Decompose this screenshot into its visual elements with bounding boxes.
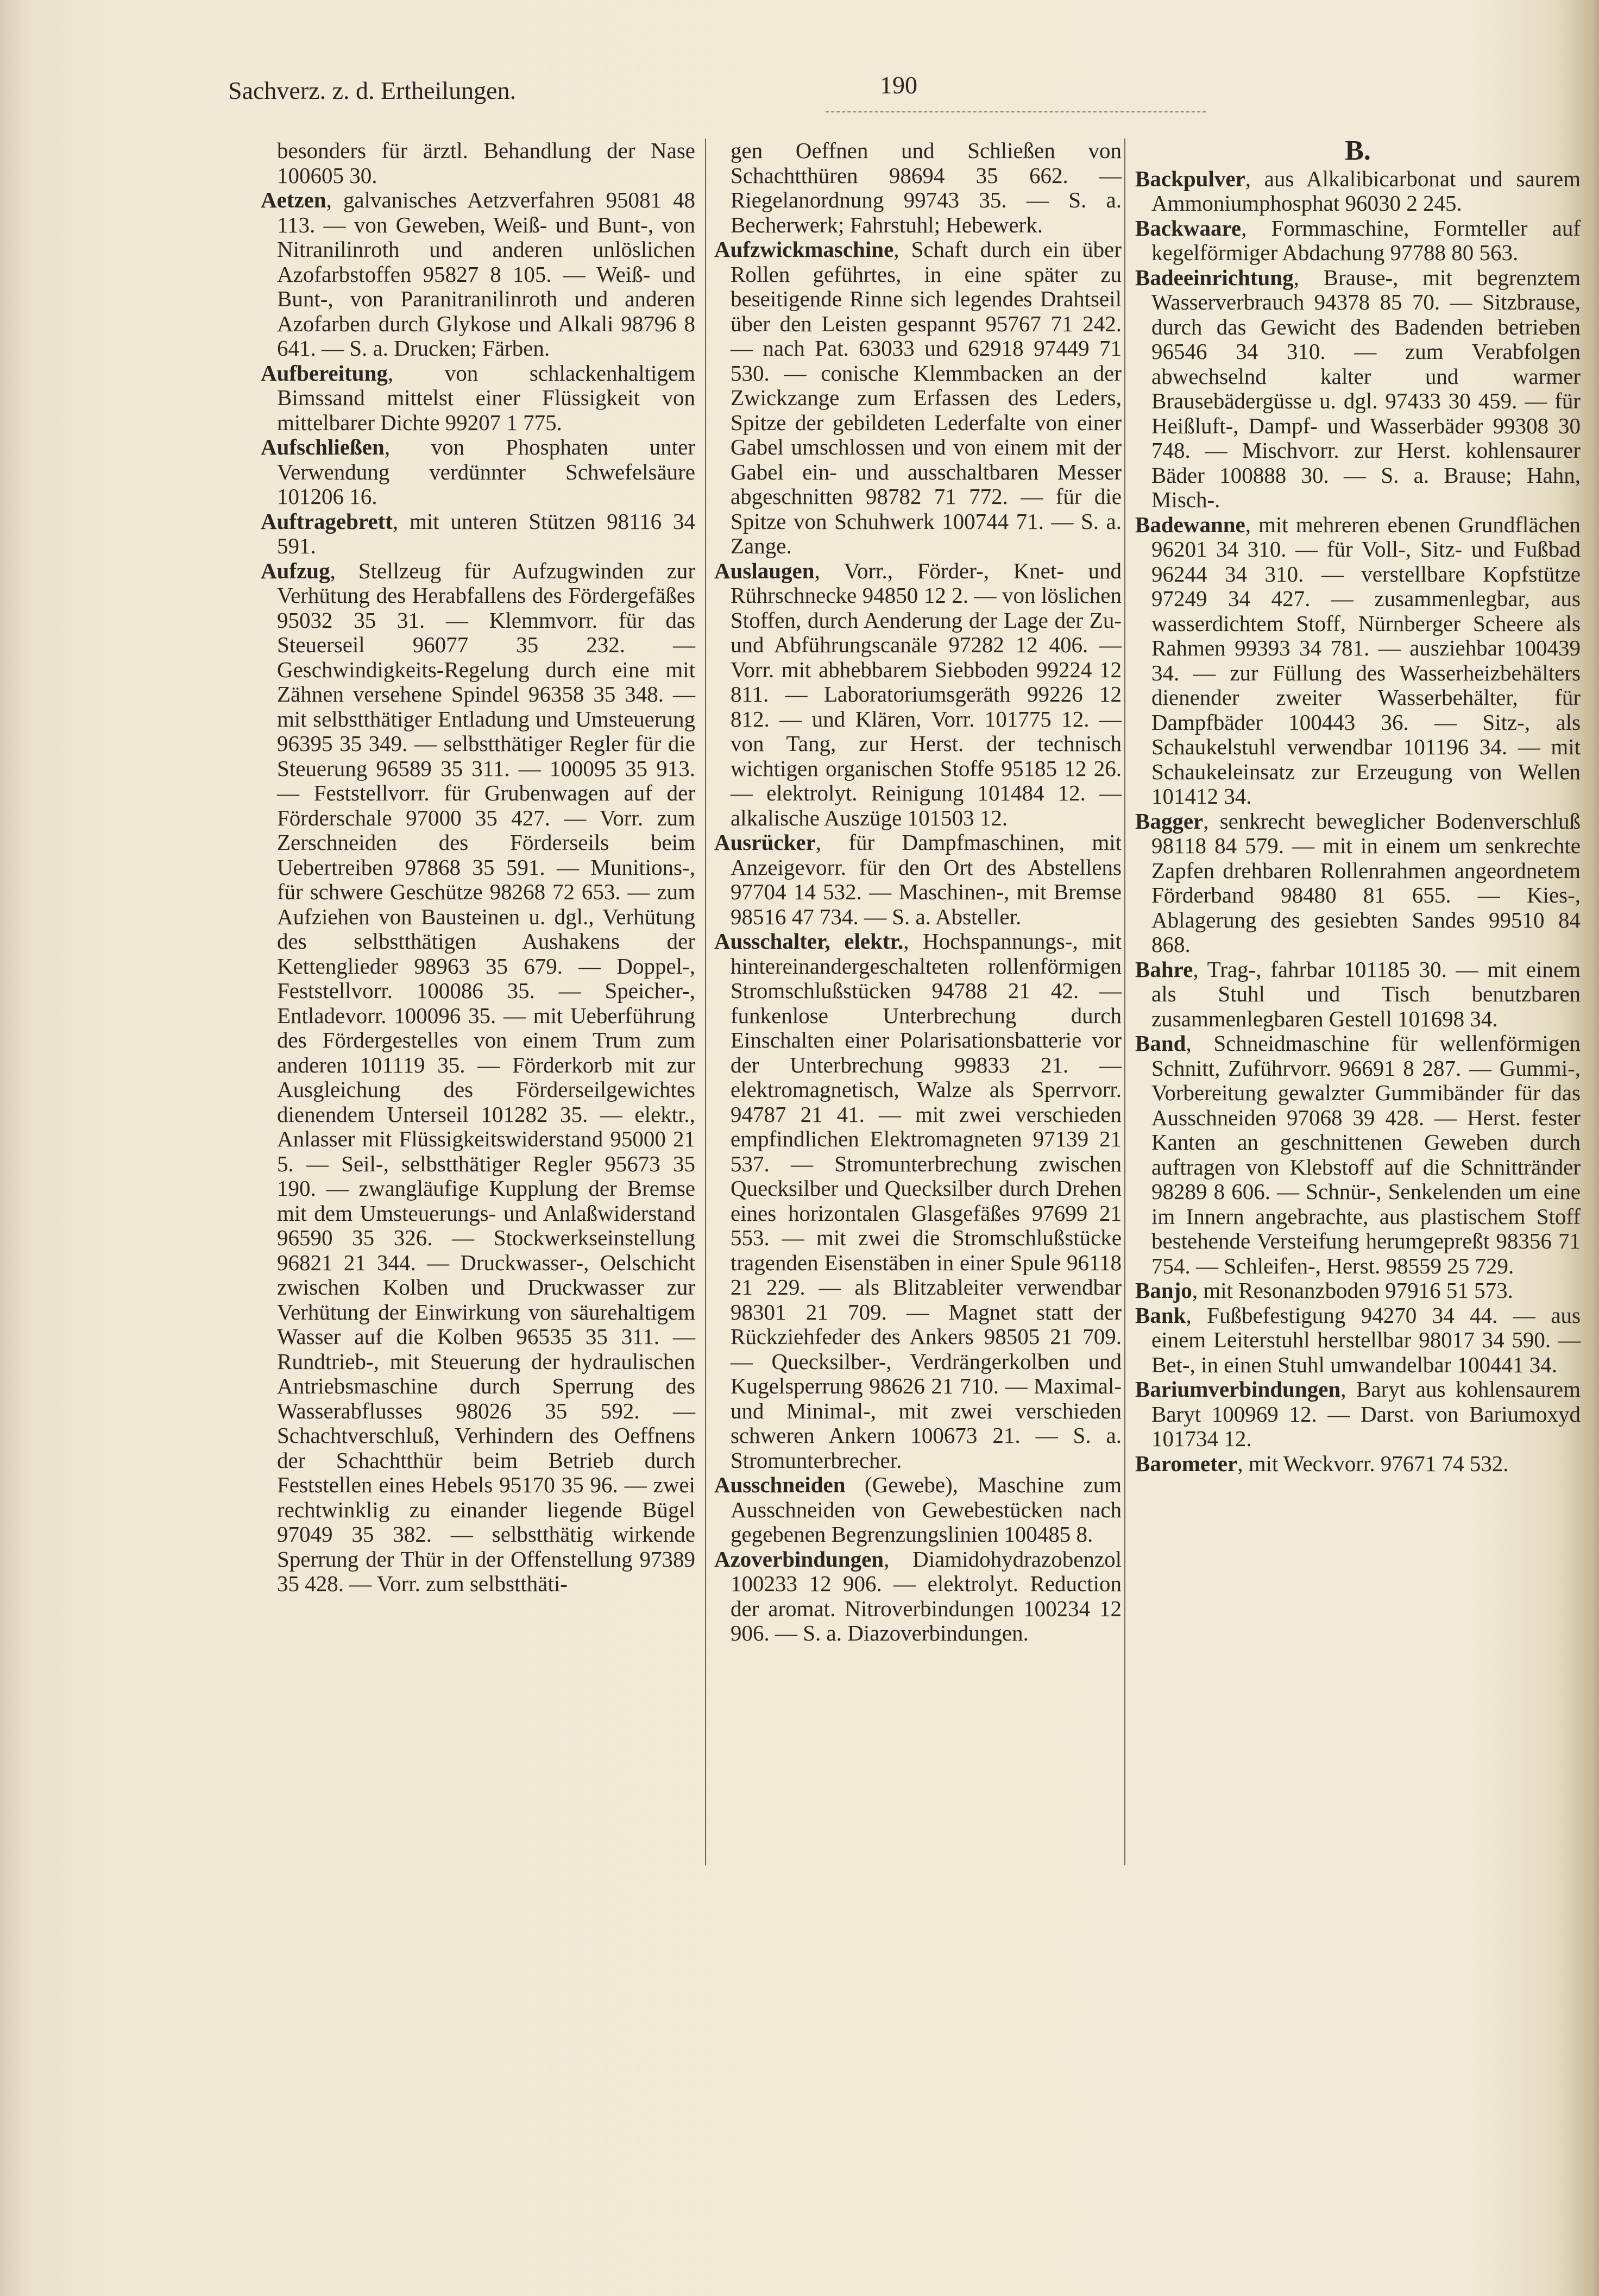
index-entry xyxy=(714,559,1122,831)
entry-headword: Band xyxy=(1135,1031,1186,1056)
entry-headword: Aufbereitung xyxy=(261,360,388,386)
column-divider xyxy=(1124,138,1125,1865)
index-entry xyxy=(1135,513,1581,809)
index-entry xyxy=(1135,1278,1581,1303)
entry-text: , mit unteren Stützen 98116 34 591. xyxy=(277,508,695,558)
index-entry xyxy=(1135,957,1581,1032)
index-entry xyxy=(714,1473,1122,1547)
index-entry xyxy=(261,188,695,361)
index-entry xyxy=(261,509,695,559)
entry-text: , von schlackenhaltigem Bimssand mittelst einer Flüssigkeit von mittelbarer Dichte 99207 1 775. xyxy=(277,360,695,435)
index-entry xyxy=(1135,1303,1581,1378)
index-entry xyxy=(714,138,1122,237)
entry-headword: Banjo xyxy=(1135,1278,1192,1303)
index-entry xyxy=(714,237,1122,559)
index-entry xyxy=(261,138,695,188)
index-entry xyxy=(261,361,695,436)
entry-headword: Bahre xyxy=(1135,956,1193,982)
entry-text: , aus Alkalibicarbonat und saurem Ammoniumphosphat 96030 2 245. xyxy=(1151,166,1581,216)
header-rule xyxy=(826,111,1206,112)
entry-text: , Baryt aus kohlensaurem Baryt 100969 12. — Darst. von Bariumoxyd 101734 12. xyxy=(1151,1377,1581,1451)
entry-headword: Backwaare xyxy=(1135,215,1242,241)
section-letter: B. xyxy=(1345,135,1371,166)
column-2 xyxy=(714,138,1122,1646)
index-entry xyxy=(261,559,695,1597)
entry-headword: Badewanne xyxy=(1135,512,1245,537)
entry-headword: Ausschneiden xyxy=(714,1472,846,1497)
index-entry xyxy=(1135,809,1581,957)
index-entry xyxy=(1135,266,1581,513)
entry-text: , Fußbefestigung 94270 34 44. — aus einem Leiterstuhl herstellbar 98017 34 590. — Bet-, in einen Stuhl umwandelbar 100441 34. xyxy=(1151,1302,1581,1377)
entry-text: , Formmaschine, Formteller auf kegelförmiger Abdachung 97788 80 563. xyxy=(1151,215,1581,265)
entry-headword: Auslaugen xyxy=(714,558,815,583)
entry-text: , Trag-, fahrbar 101185 30. — mit einem als Stuhl und Tisch benutzbaren zusammenlegbaren Gestell 101698 34. xyxy=(1151,956,1581,1031)
entry-headword: Ausschalter, elektr. xyxy=(714,929,904,954)
column-1 xyxy=(261,138,695,1597)
entry-text: , Vorr., Förder-, Knet- und Rührschnecke 94850 12 2. — von löslichen Stoffen, durch Aenderung der Lage der Zu- und Abführungscanäle 97282 12 406. — Vorr. mit abhebbarem Siebboden 99224 12 811. — Laboratoriumsgeräth 99226 12 812. — und Klären, Vorr. 101775 12. — von Tang, zur Herst. der technisch wichtigen organischen Stoffe 95185 12 26. — elektrolyt. Reinigung 101484 12. — alkalische Auszüge 101503 12. xyxy=(731,558,1122,830)
column-divider xyxy=(705,138,706,1865)
index-entry xyxy=(714,929,1122,1473)
entry-text: , Schaft durch ein über Rollen geführtes, in eine später zu beseitigende Rinne sich legendes Drahtseil über den Leisten gespannt 95767 71 242. — nach Pat. 63033 und 62918 97449 71 530. — conische Klemmbacken an der Zwickzange zum Erfassen des Leders, Spitze der gebildeten Lederfalte von einer Gabel umschlossen und von einem mit der Gabel ein- und ausschaltbaren Messer abgeschnitten 98782 71 772. — für die Spitze von Schuhwerk 100744 71. — S. a. Zange. xyxy=(731,237,1122,558)
index-entry xyxy=(1135,1031,1581,1278)
entry-text: , für Dampfmaschinen, mit Anzeigevorr. für den Ort des Abstellens 97704 14 532. — Maschinen-, mit Bremse 98516 47 734. — S. a. Absteller. xyxy=(731,830,1122,929)
entry-headword: Bank xyxy=(1135,1302,1186,1328)
entry-text: , Diamidohydrazobenzol 100233 12 906. — elektrolyt. Reduction der aromat. Nitroverbindungen 100234 12 906. — S. a. Diazoverbindungen. xyxy=(731,1546,1122,1645)
entry-text: , Schneidmaschine für wellenförmigen Schnitt, Zuführvorr. 96691 8 287. — Gummi-, Vorbereitung gewalzter Gummibänder für das Ausschneiden 97068 39 428. — Herst. fester Kanten an geschnittenen Geweben durch auftragen von Klebstoff auf die Schnittränder 98289 8 606. — Schnür-, Senkelenden um eine im Innern angebrachte, aus plastischem Stoff bestehende Versteifung herumgepreßt 98356 71 754. — Schleifen-, Herst. 98559 25 729. xyxy=(1151,1031,1581,1278)
entry-text: besonders für ärztl. Behandlung der Nase 100605 30. xyxy=(277,138,695,188)
index-entry xyxy=(714,830,1122,929)
entry-text: , mit Weckvorr. 97671 74 532. xyxy=(1237,1450,1509,1476)
entry-headword: Auftragebrett xyxy=(261,508,393,534)
entry-headword: Aufzug xyxy=(261,558,330,583)
entry-text: , Brause-, mit begrenztem Wasserverbrauch 94378 85 70. — Sitzbrause, durch das Gewicht des Badenden betrieben 96546 34 310. — zum Verabfolgen abwechselnd kalter und warmer Brausebädergüsse u. dgl. 97433 30 459. — für Heißluft-, Dampf- und Wasserbäder 99308 30 748. — Mischvorr. zur Herst. kohlensaurer Bäder 100888 30. — S. a. Brause; Hahn, Misch-. xyxy=(1151,264,1581,512)
entry-headword: Ausrücker xyxy=(714,830,816,855)
entry-text: , von Phosphaten unter Verwendung verdünnter Schwefelsäure 101206 16. xyxy=(277,434,695,509)
entry-headword: Azoverbindungen xyxy=(714,1546,884,1572)
index-entry xyxy=(261,435,695,509)
page-number: 190 xyxy=(880,71,917,99)
entry-headword: Aufzwickmaschine xyxy=(714,237,894,262)
index-entry xyxy=(714,1547,1122,1646)
index-entry xyxy=(1135,1377,1581,1452)
entry-text: , senkrecht beweglicher Bodenverschluß 98118 84 579. — mit in einem um senkrechte Zapfen drehbaren Rollenrahmen angeordnetem Förderband 98480 81 655. — Kies-, Ablagerung des gesiebten Sandes 99510 84 868. xyxy=(1151,808,1581,957)
entry-text: (Gewebe), Maschine zum Ausschneiden von Gewebestücken nach gegebenen Begrenzungslinien 100485 8. xyxy=(731,1472,1122,1547)
entry-text: , mit Resonanzboden 97916 51 573. xyxy=(1192,1278,1513,1303)
entry-headword: Bariumverbindungen xyxy=(1135,1377,1341,1402)
column-3 xyxy=(1135,135,1581,1476)
entry-headword: Bagger xyxy=(1135,808,1204,834)
entry-text: gen Oeffnen und Schließen von Schachtthüren 98694 35 662. — Riegelanordnung 99743 35. — S. a. Becherwerk; Fahrstuhl; Hebewerk. xyxy=(731,138,1122,237)
entry-text: , mit mehreren ebenen Grundflächen 96201 34 310. — für Voll-, Sitz- und Fußbad 96244 34 310. — verstellbare Kopfstütze 97249 34 427. — zusammenlegbar, aus wasserdichtem Stoff, Nürnberger Scheere als Rahmen 99393 34 781. — ausziehbar 100439 34. — zur Füllung des Wasserheizbehälters dienender zweiter Wasserbehälter, für Dampfbäder 100443 36. — Sitz-, als Schaukelstuhl verwendbar 101196 34. — mit Schaukeleinsatz zur Erzeugung von Wellen 101412 34. xyxy=(1151,512,1581,809)
entry-headword: Aetzen xyxy=(261,187,326,212)
entry-text: , Hochspannungs-, mit hintereinandergeschalteten rollenförmigen Stromschlußstücken 94788 21 42. — funkenlose Unterbrechung durch Einschalten einer Polarisationsbatterie vor der Unterbrechung 99833 21. — elektromagnetisch, Walze als Sperrvorr. 94787 21 41. — mit zwei verschieden empfindlichen Elektromagneten 97139 21 537. — Stromunterbrechung zwischen Quecksilber und Quecksilber durch Drehen eines horizontalen Glasgefäßes 97699 21 553. — mit zwei die Stromschlußstücke tragenden Eisenstäben in einer Spule 96118 21 229. — als Blitzableiter verwendbar 98301 21 709. — Magnet statt der Rückziehfeder des Ankers 98505 21 709. — Quecksilber-, Verdrängerkolben und Kugelsperrung 98626 21 710. — Maximal- und Minimal-, mit zwei verschieden schweren Ankern 100673 21. — S. a. Stromunterbrecher. xyxy=(731,929,1122,1473)
entry-headword: Backpulver xyxy=(1135,166,1245,191)
index-entry xyxy=(1135,167,1581,216)
entry-headword: Aufschließen xyxy=(261,434,385,459)
index-entry xyxy=(1135,1452,1581,1477)
entry-text: , galvanisches Aetzverfahren 95081 48 113. — von Geweben, Weiß- und Bunt-, von Nitranilinroth und anderen unlöslichen Azofarbstoffen 95827 8 105. — Weiß- und Bunt-, von Paranitranilinroth und anderen Azofarben durch Glykose und Alkali 98796 8 641. — S. a. Drucken; Färben. xyxy=(277,187,695,361)
entry-headword: Barometer xyxy=(1135,1450,1238,1476)
entry-headword: Badeeinrichtung xyxy=(1135,264,1294,290)
entry-text: , Stellzeug für Aufzugwinden zur Verhütung des Herabfallens des Fördergefäßes 95032 35 31. — Klemmvorr. für das Steuerseil 96077 35 232. — Geschwindigkeits-Regelung durch eine mit Zähnen versehene Spindel 96358 35 348. — mit selbstthätiger Entladung und Umsteuerung 96395 35 349. — selbstthätiger Regler für die Steuerung 96589 35 311. — 100095 35 913. — Feststellvorr. für Grubenwagen auf der Förderschale 97000 35 427. — Vorr. zum Zerschneiden des Förderseils beim Uebertreiben 97868 35 591. — Munitions-, für schwere Geschütze 98268 72 653. — zum Aufziehen von Bausteinen u. dgl., Verhütung des selbstthätigen Aushakens der Kettenglieder 98963 35 679. — Doppel-, Feststellvorr. 100086 35. — Speicher-, Entladevorr. 100096 35. — mit Ueberführung des Fördergestelles von einem Trum zum anderen 101119 35. — Förderkorb mit zur Ausgleichung des Förderseilgewichtes dienendem Unterseil 101282 35. — elektr., Anlasser mit Flüssigkeitswiderstand 95000 21 5. — Seil-, selbstthätiger Regler 95673 35 190. — zwangläufige Kupplung der Bremse mit dem Umsteuerungs- und Anlaßwiderstand 96590 35 326. — Stockwerkseinstellung 96821 21 344. — Druckwasser-, Oelschicht zwischen Kolben und Druckwasser zur Verhütung der Einwirkung von säurehaltigem Wasser auf die Kolben 96535 35 311. — Rundtrieb-, mit Steuerung der hydraulischen Antriebsmaschine durch Sperrung des Wasserabflusses 98026 35 592. — Schachtverschluß, Verhindern des Oeffnens der Schachtthür beim Betrieb durch Feststellen eines Hebels 95170 35 96. — zwei rechtwinklig zu einander liegende Bügel 97049 35 382. — selbstthätig wirkende Sperrung der Thür in der Offenstellung 97389 35 428. — Vorr. zum selbstthäti- xyxy=(277,558,695,1596)
index-entry xyxy=(1135,216,1581,266)
running-header: Sachverz. z. d. Ertheilungen. xyxy=(228,77,517,104)
